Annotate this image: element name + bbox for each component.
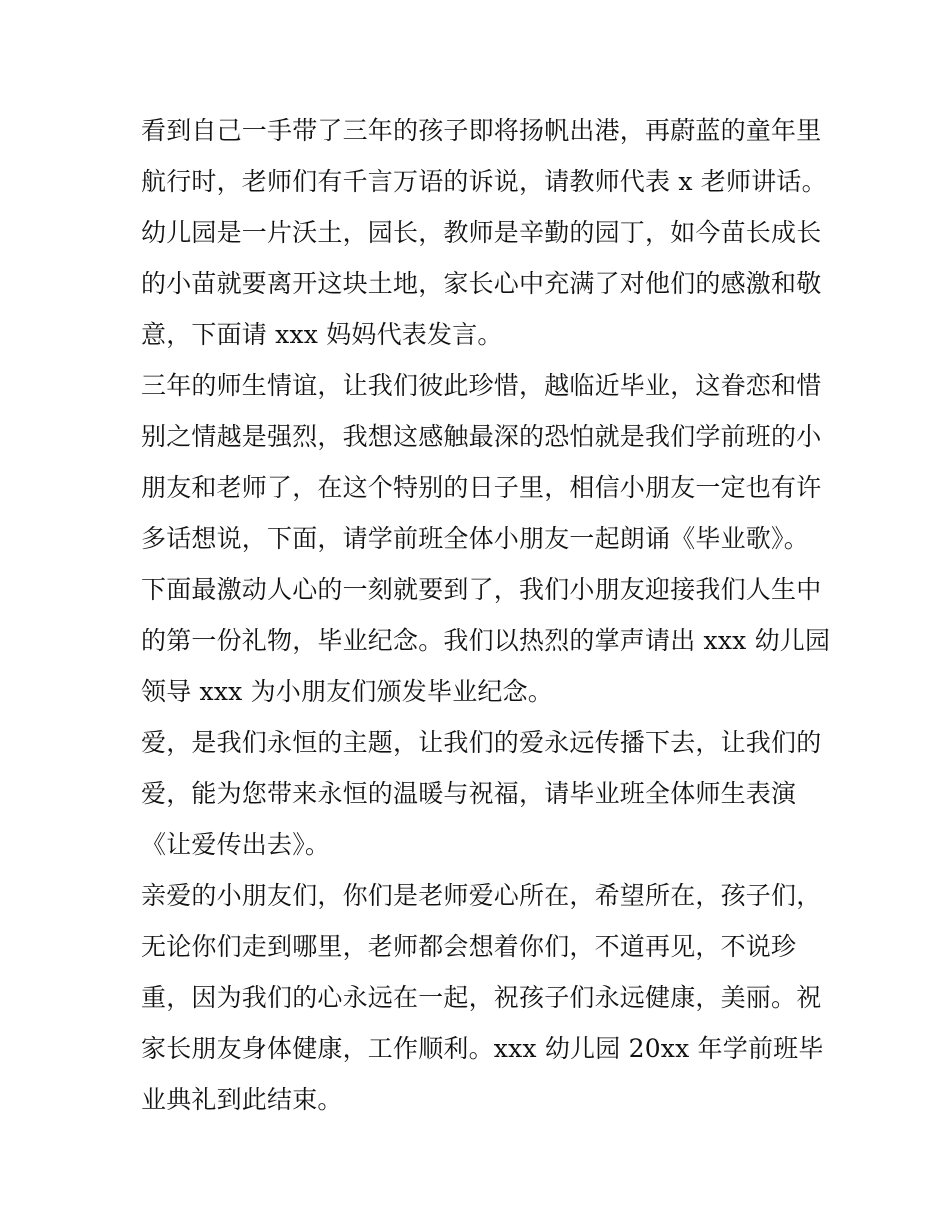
text-line-9: 多话想说，下面，请学前班全体小朋友一起朗诵《毕业歌》。 bbox=[141, 524, 809, 553]
text-line-20: 业典礼到此结束。 bbox=[141, 1085, 343, 1114]
text-line-11: 的第一份礼物，毕业纪念。我们以热烈的掌声请出 xxx 幼儿园 bbox=[141, 626, 831, 655]
document-body bbox=[141, 105, 831, 1125]
text-line-14: 爱，能为您带来永恒的温暖与祝福，请毕业班全体师生表演 bbox=[141, 779, 797, 808]
text-line-13: 爱，是我们永恒的主题，让我们的爱永远传播下去，让我们的 bbox=[141, 728, 822, 757]
text-line-7: 别之情越是强烈，我想这感触最深的恐怕就是我们学前班的小 bbox=[141, 422, 822, 451]
text-line-1: 看到自己一手带了三年的孩子即将扬帆出港，再蔚蓝的童年里 bbox=[141, 116, 822, 145]
text-line-5: 意，下面请 xxx 妈妈代表发言。 bbox=[141, 320, 503, 349]
text-line-4: 的小苗就要离开这块土地，家长心中充满了对他们的感激和敬 bbox=[141, 269, 822, 298]
text-line-19: 家长朋友身体健康，工作顺利。xxx 幼儿园 20xx 年学前班毕 bbox=[141, 1034, 824, 1063]
text-line-10: 下面最激动人心的一刻就要到了，我们小朋友迎接我们人生中 bbox=[141, 575, 822, 604]
text-line-17: 无论你们走到哪里，老师都会想着你们，不道再见，不说珍 bbox=[141, 932, 797, 961]
text-line-8: 朋友和老师了，在这个特别的日子里，相信小朋友一定也有许 bbox=[141, 473, 822, 502]
text-line-18: 重，因为我们的心永远在一起，祝孩子们永远健康，美丽。祝 bbox=[141, 983, 822, 1012]
text-line-3: 幼儿园是一片沃土，园长，教师是辛勤的园丁，如今苗长成长 bbox=[141, 218, 822, 247]
text-line-15: 《让爱传出去》。 bbox=[141, 830, 331, 859]
text-line-16: 亲爱的小朋友们，你们是老师爱心所在，希望所在，孩子们， bbox=[141, 881, 822, 910]
text-line-6: 三年的师生情谊，让我们彼此珍惜，越临近毕业，这眷恋和惜 bbox=[141, 371, 822, 400]
text-line-2: 航行时，老师们有千言万语的诉说，请教师代表 x 老师讲话。 bbox=[141, 167, 827, 196]
text-line-12: 领导 xxx 为小朋友们颁发毕业纪念。 bbox=[141, 677, 553, 706]
